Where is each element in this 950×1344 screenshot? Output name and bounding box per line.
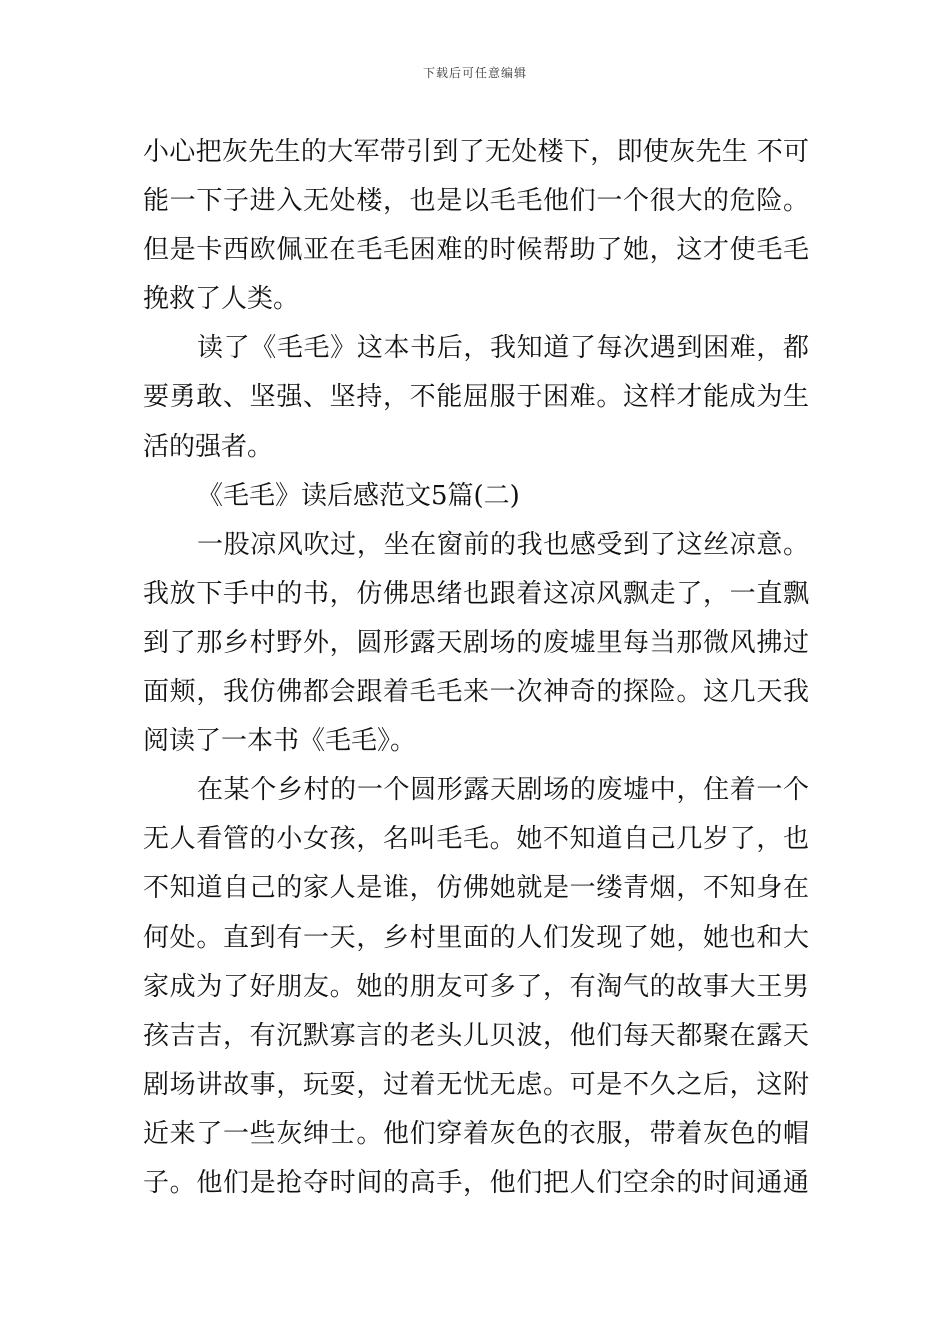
document-body (143, 128, 809, 1208)
text-line: 挽救了人类。 (143, 284, 300, 315)
page-header: 下载后可任意编辑 (422, 66, 527, 80)
text-line: 近来了一些灰绅士。他们穿着灰色的衣服，带着灰色的帽 (143, 1118, 809, 1149)
text-line: 能一下子进入无处楼，也是以毛毛他们一个很大的危险。 (143, 186, 809, 217)
text-line: 阅读了一本书《毛毛》。 (143, 726, 417, 757)
text-line: 在某个乡村的一个圆形露天剧场的废墟中，住着一个 (197, 775, 809, 806)
text-line: 子。他们是抢夺时间的高手，他们把人们空余的时间通通 (143, 1167, 809, 1198)
text-line: 无人看管的小女孩，名叫毛毛。她不知道自己几岁了，也 (143, 824, 809, 855)
text-line: 孩吉吉，有沉默寡言的老头儿贝波，他们每天都聚在露天 (143, 1020, 809, 1051)
section-heading: 《毛毛》读后感范文5篇(二) (197, 480, 520, 511)
text-line: 家成为了好朋友。她的朋友可多了，有淘气的故事大王男 (143, 971, 809, 1002)
text-line: 但是卡西欧佩亚在毛毛困难的时候帮助了她，这才使毛毛 (143, 235, 809, 266)
text-line: 我放下手中的书，仿佛思绪也跟着这凉风飘走了，一直飘 (143, 578, 809, 609)
text-line: 读了《毛毛》这本书后，我知道了每次遇到困难，都 (197, 333, 809, 364)
text-line: 到了那乡村野外，圆形露天剧场的废墟里每当那微风拂过 (143, 627, 809, 658)
text-line: 活的强者。 (143, 431, 274, 462)
text-line: 小心把灰先生的大军带引到了无处楼下，即使灰先生 不可 (143, 137, 809, 167)
text-line: 要勇敢、坚强、坚持，不能屈服于困难。这样才能成为生 (143, 382, 809, 413)
text-line: 一股凉风吹过，坐在窗前的我也感受到了这丝凉意。 (197, 529, 809, 560)
text-line: 何处。直到有一天，乡村里面的人们发现了她，她也和大 (143, 922, 809, 953)
text-line: 剧场讲故事，玩耍，过着无忧无虑。可是不久之后，这附 (143, 1069, 809, 1100)
text-line: 不知道自己的家人是谁，仿佛她就是一缕青烟，不知身在 (143, 873, 809, 904)
text-line: 面颊，我仿佛都会跟着毛毛来一次神奇的探险。这几天我 (143, 677, 809, 708)
